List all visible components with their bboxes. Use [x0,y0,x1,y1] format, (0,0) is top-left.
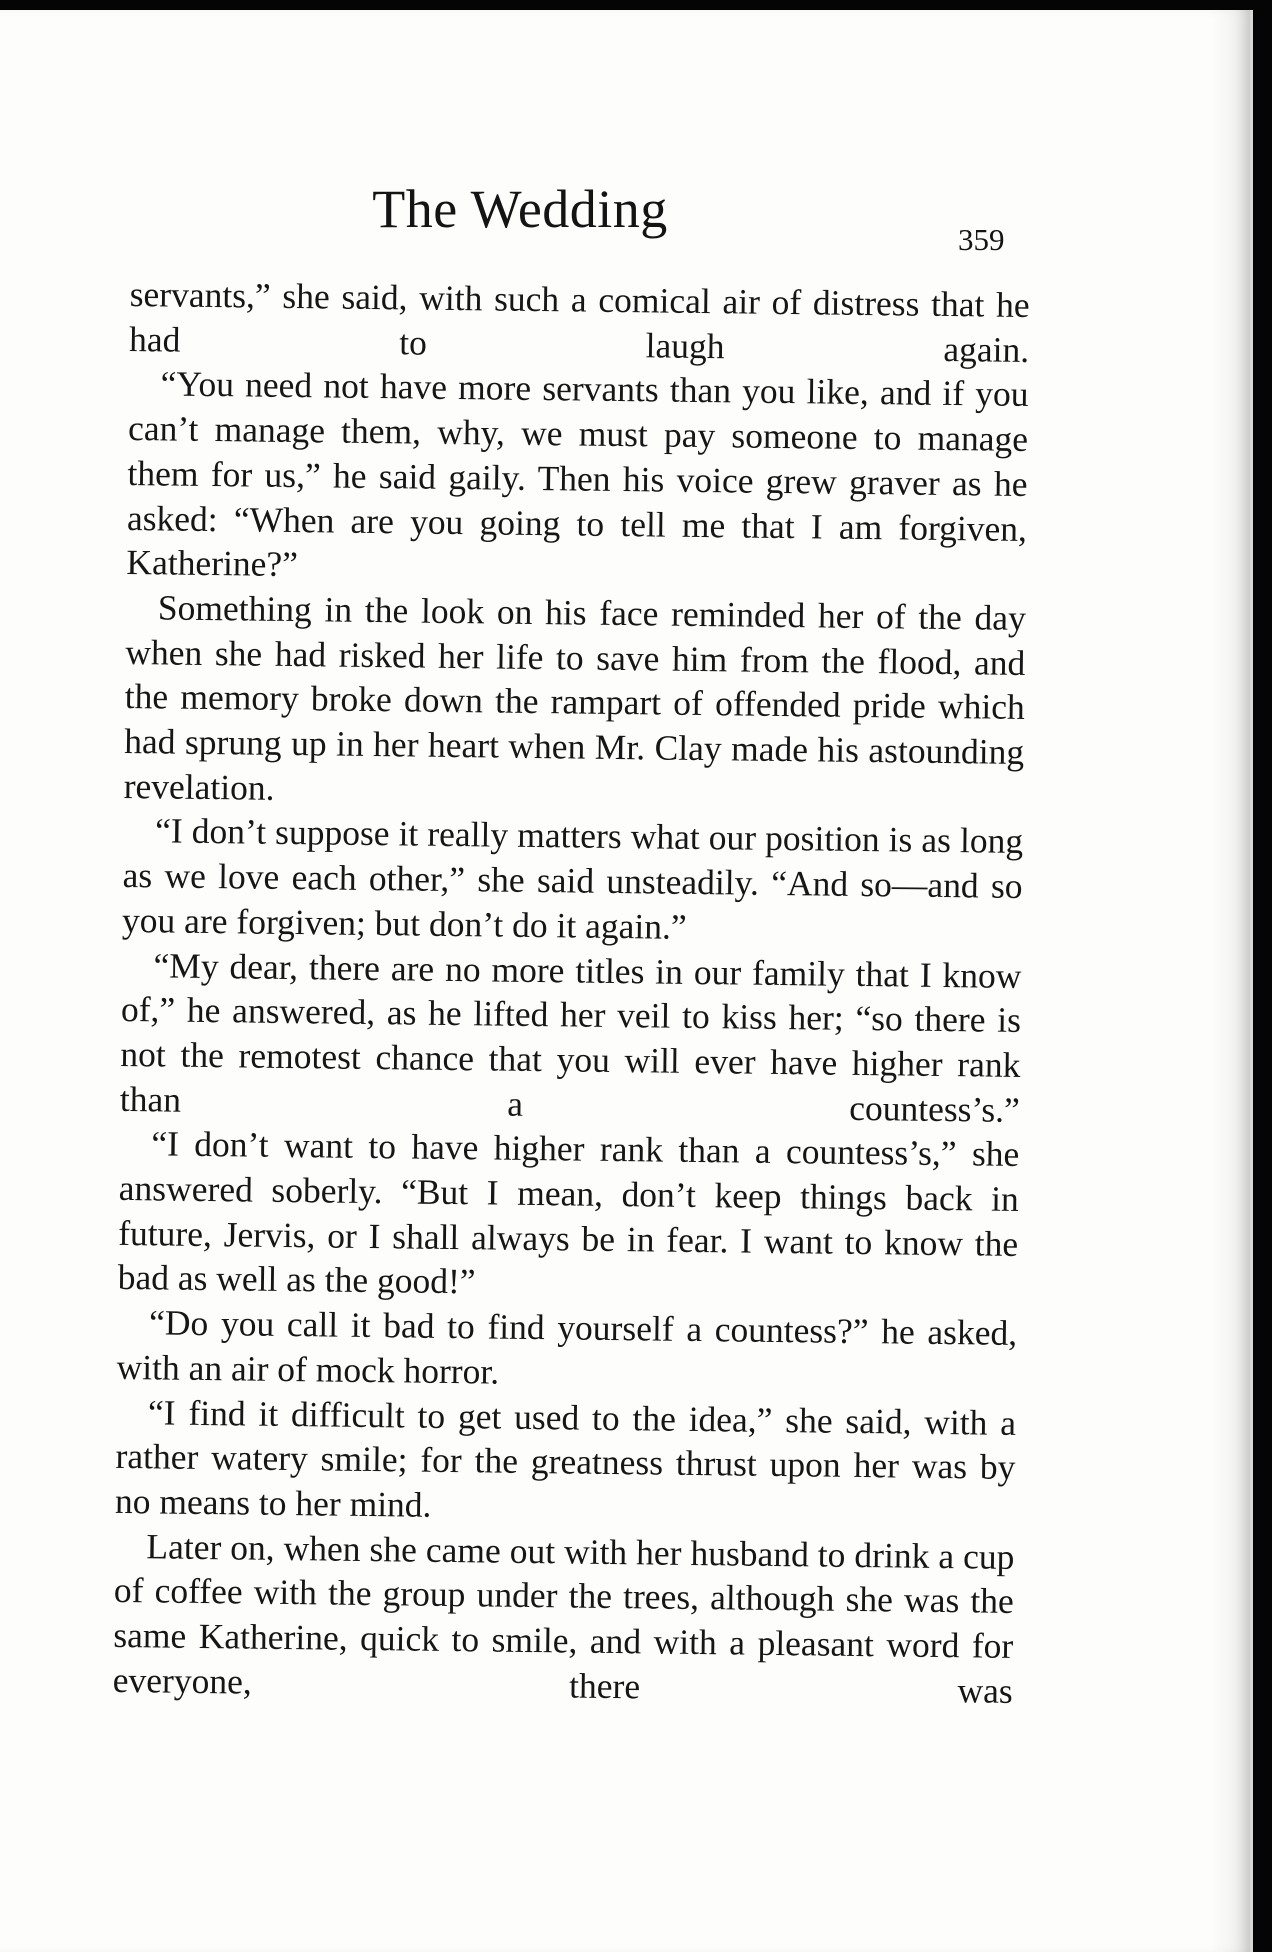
paragraph-9: Later on, when she came out with her husband to drink a cup of coffee with the group under the trees, although she was the same Katherine, quick to smile, and with a pleasant word for everyone, there was [112,1525,1015,1711]
page-number: 359 [958,222,1005,257]
body-text [113,272,1030,1713]
paragraph-8: “I find it difficult to get used to the idea,” she said, with a rather watery smile; for the greatness thrust upon her was by no means to her mind. [114,1391,1017,1525]
chapter-title: The Wedding [372,179,668,239]
paragraph-1: servants,” she said, with such a comical air of distress that he had to laugh again. [128,273,1030,370]
running-head [0,178,1250,258]
paragraph-5: “My dear, there are no more titles in our family that I know of,” he answered, as he lifted her veil to kiss her; “so there is not the remotest chance that you will ever have higher rank than a countess’s.” [119,944,1022,1130]
paragraph-2: “You need not have more servants than you like, and if you can’t manage them, why, we must pay someone to manage them for us,” he said gaily. Then his voice grew graver as he asked: “When are you going to tell me that I am forgiven, Katherine?” [126,363,1029,585]
paragraph-6: “I don’t want to have higher rank than a countess’s,” she answered soberly. “But I mean, don’t keep things back in future, Jervis, or I shall always be in fear. I want to know the bad as well as the good!” [117,1123,1020,1302]
paragraph-3: Something in the look on his face reminded her of the day when she had risked her life to save him from the flood, and the memory broke down the rampart of offended pride which had sprung up in her heart when Mr. Clay made his astounding revelation. [123,587,1027,808]
paragraph-7: “Do you call it bad to find yourself a countess?” he asked, with an air of mock horror. [116,1302,1018,1392]
page-edge-shadow [1210,10,1250,1952]
book-page [0,10,1253,1952]
paragraph-4: “I don’t suppose it really matters what our position is as long as we love each other,” she said unsteadily. “And so—and so you are forgiven; but don’t do it again.” [121,810,1024,947]
